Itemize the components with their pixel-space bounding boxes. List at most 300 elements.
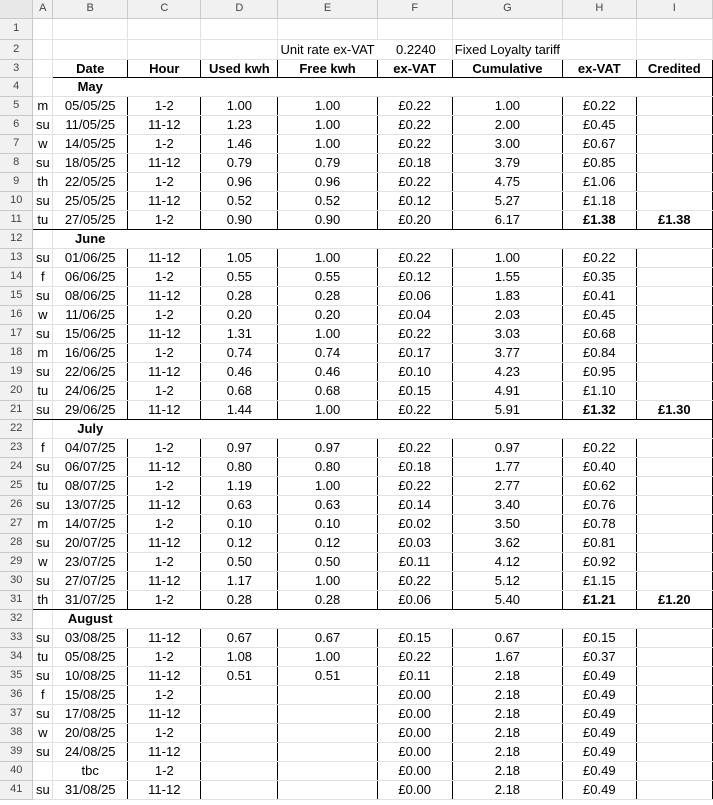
used-kwh-cell[interactable]: 0.20: [201, 305, 278, 324]
used-kwh-cell[interactable]: 0.28: [201, 286, 278, 305]
ex-vat-cell[interactable]: £0.15: [377, 628, 452, 647]
column-header-c[interactable]: C: [128, 0, 201, 18]
cell[interactable]: [452, 609, 562, 628]
date-cell[interactable]: 13/07/25: [53, 495, 128, 514]
date-cell[interactable]: 27/07/25: [53, 571, 128, 590]
unit-rate-label-cell[interactable]: [278, 39, 377, 59]
cumulative-cell[interactable]: 2.18: [452, 666, 562, 685]
credited-cell[interactable]: £1.30: [636, 400, 712, 419]
weekday-cell[interactable]: m: [33, 514, 53, 533]
date-cell[interactable]: 01/06/25: [53, 248, 128, 267]
cell[interactable]: [377, 229, 452, 248]
cumulative-cell[interactable]: 1.00: [452, 96, 562, 115]
weekday-cell[interactable]: su: [33, 191, 53, 210]
credited-cell[interactable]: [636, 115, 712, 134]
cumulative-ex-vat-cell[interactable]: £0.35: [563, 267, 637, 286]
credited-cell[interactable]: [636, 172, 712, 191]
cumulative-ex-vat-cell[interactable]: £0.49: [563, 780, 637, 799]
cumulative-ex-vat-cell[interactable]: £0.76: [563, 495, 637, 514]
cumulative-ex-vat-cell[interactable]: £0.37: [563, 647, 637, 666]
date-cell[interactable]: 23/07/25: [53, 552, 128, 571]
used-kwh-cell[interactable]: 1.00: [201, 96, 278, 115]
used-kwh-cell[interactable]: 0.28: [201, 590, 278, 609]
date-cell[interactable]: 05/05/25: [53, 96, 128, 115]
date-cell[interactable]: 18/05/25: [53, 153, 128, 172]
weekday-cell[interactable]: [33, 761, 53, 780]
ex-vat-cell[interactable]: £0.03: [377, 533, 452, 552]
used-kwh-cell[interactable]: 0.12: [201, 533, 278, 552]
free-kwh-cell[interactable]: 1.00: [278, 647, 377, 666]
ex-vat-cell[interactable]: £0.18: [377, 457, 452, 476]
credited-cell[interactable]: [636, 552, 712, 571]
credited-cell[interactable]: [636, 343, 712, 362]
date-cell[interactable]: 05/08/25: [53, 647, 128, 666]
cell[interactable]: [452, 18, 562, 39]
free-kwh-cell[interactable]: 0.20: [278, 305, 377, 324]
ex-vat-cell[interactable]: £0.02: [377, 514, 452, 533]
ex-vat-cell[interactable]: £0.22: [377, 134, 452, 153]
row-header[interactable]: 8: [0, 153, 33, 172]
hour-cell[interactable]: 11-12: [128, 400, 201, 419]
row-header[interactable]: 23: [0, 438, 33, 457]
free-kwh-cell[interactable]: 0.12: [278, 533, 377, 552]
cumulative-ex-vat-cell[interactable]: £0.22: [563, 248, 637, 267]
date-cell[interactable]: 22/05/25: [53, 172, 128, 191]
credited-cell[interactable]: [636, 438, 712, 457]
used-kwh-cell[interactable]: [201, 780, 278, 799]
used-kwh-cell[interactable]: 1.44: [201, 400, 278, 419]
cell[interactable]: [563, 609, 637, 628]
weekday-cell[interactable]: su: [33, 571, 53, 590]
row-header[interactable]: 15: [0, 286, 33, 305]
weekday-cell[interactable]: f: [33, 685, 53, 704]
hour-cell[interactable]: 1-2: [128, 647, 201, 666]
ex-vat-cell[interactable]: £0.00: [377, 780, 452, 799]
used-kwh-cell[interactable]: [201, 742, 278, 761]
row-header[interactable]: 4: [0, 77, 33, 96]
weekday-cell[interactable]: su: [33, 400, 53, 419]
date-cell[interactable]: 29/06/25: [53, 400, 128, 419]
row-header[interactable]: 20: [0, 381, 33, 400]
free-kwh-cell[interactable]: 0.97: [278, 438, 377, 457]
free-kwh-cell[interactable]: 0.28: [278, 590, 377, 609]
cell[interactable]: [452, 229, 562, 248]
unit-rate-value-cell[interactable]: [377, 39, 452, 59]
free-kwh-cell[interactable]: [278, 761, 377, 780]
date-cell[interactable]: 14/07/25: [53, 514, 128, 533]
used-kwh-cell[interactable]: 0.55: [201, 267, 278, 286]
credited-cell[interactable]: £1.38: [636, 210, 712, 229]
credited-cell[interactable]: [636, 362, 712, 381]
credited-cell[interactable]: [636, 495, 712, 514]
cumulative-cell[interactable]: 2.77: [452, 476, 562, 495]
cell[interactable]: [563, 77, 637, 96]
date-cell[interactable]: 08/06/25: [53, 286, 128, 305]
free-kwh-cell[interactable]: 0.74: [278, 343, 377, 362]
weekday-cell[interactable]: f: [33, 438, 53, 457]
hour-cell[interactable]: 11-12: [128, 666, 201, 685]
cell[interactable]: [563, 419, 637, 438]
cumulative-cell[interactable]: 0.97: [452, 438, 562, 457]
cell[interactable]: [278, 229, 377, 248]
header-cumulative-ex-vat[interactable]: ex-VAT: [563, 59, 637, 77]
weekday-cell[interactable]: th: [33, 590, 53, 609]
header-hour[interactable]: Hour: [128, 59, 201, 77]
cell[interactable]: [33, 609, 53, 628]
date-cell[interactable]: 11/05/25: [53, 115, 128, 134]
cumulative-cell[interactable]: 5.12: [452, 571, 562, 590]
cumulative-ex-vat-cell[interactable]: £0.45: [563, 305, 637, 324]
cumulative-cell[interactable]: 4.75: [452, 172, 562, 191]
cumulative-ex-vat-cell[interactable]: £0.49: [563, 704, 637, 723]
credited-cell[interactable]: [636, 780, 712, 799]
section-heading[interactable]: June: [53, 229, 128, 248]
hour-cell[interactable]: 1-2: [128, 210, 201, 229]
used-kwh-cell[interactable]: 0.97: [201, 438, 278, 457]
cumulative-ex-vat-cell[interactable]: £1.21: [563, 590, 637, 609]
cumulative-ex-vat-cell[interactable]: £1.32: [563, 400, 637, 419]
weekday-cell[interactable]: su: [33, 362, 53, 381]
ex-vat-cell[interactable]: £0.15: [377, 381, 452, 400]
hour-cell[interactable]: 11-12: [128, 248, 201, 267]
weekday-cell[interactable]: w: [33, 552, 53, 571]
credited-cell[interactable]: [636, 96, 712, 115]
weekday-cell[interactable]: m: [33, 343, 53, 362]
cell[interactable]: [128, 609, 201, 628]
used-kwh-cell[interactable]: 1.08: [201, 647, 278, 666]
cumulative-ex-vat-cell[interactable]: £1.18: [563, 191, 637, 210]
used-kwh-cell[interactable]: [201, 723, 278, 742]
free-kwh-cell[interactable]: [278, 704, 377, 723]
free-kwh-cell[interactable]: 0.52: [278, 191, 377, 210]
row-header[interactable]: 31: [0, 590, 33, 609]
cell[interactable]: [33, 59, 53, 77]
ex-vat-cell[interactable]: £0.17: [377, 343, 452, 362]
cell[interactable]: [201, 77, 278, 96]
cell[interactable]: [377, 18, 452, 39]
date-cell[interactable]: 24/06/25: [53, 381, 128, 400]
cell[interactable]: [53, 39, 128, 59]
ex-vat-cell[interactable]: £0.14: [377, 495, 452, 514]
weekday-cell[interactable]: m: [33, 96, 53, 115]
credited-cell[interactable]: [636, 153, 712, 172]
credited-cell[interactable]: [636, 267, 712, 286]
hour-cell[interactable]: 11-12: [128, 571, 201, 590]
header-free-kwh[interactable]: Free kwh: [278, 59, 377, 77]
free-kwh-cell[interactable]: 1.00: [278, 115, 377, 134]
hour-cell[interactable]: 11-12: [128, 191, 201, 210]
weekday-cell[interactable]: su: [33, 704, 53, 723]
row-header[interactable]: 18: [0, 343, 33, 362]
cumulative-cell[interactable]: 2.18: [452, 685, 562, 704]
row-header[interactable]: 5: [0, 96, 33, 115]
used-kwh-cell[interactable]: 0.51: [201, 666, 278, 685]
hour-cell[interactable]: 1-2: [128, 590, 201, 609]
used-kwh-cell[interactable]: 1.05: [201, 248, 278, 267]
row-header[interactable]: 10: [0, 191, 33, 210]
free-kwh-cell[interactable]: [278, 780, 377, 799]
credited-cell[interactable]: [636, 457, 712, 476]
cumulative-ex-vat-cell[interactable]: £0.49: [563, 723, 637, 742]
hour-cell[interactable]: 1-2: [128, 267, 201, 286]
date-cell[interactable]: 15/06/25: [53, 324, 128, 343]
cell[interactable]: [33, 77, 53, 96]
free-kwh-cell[interactable]: 1.00: [278, 400, 377, 419]
free-kwh-cell[interactable]: 0.79: [278, 153, 377, 172]
weekday-cell[interactable]: su: [33, 248, 53, 267]
credited-cell[interactable]: [636, 685, 712, 704]
cumulative-cell[interactable]: 4.12: [452, 552, 562, 571]
used-kwh-cell[interactable]: 0.68: [201, 381, 278, 400]
cell[interactable]: [201, 39, 278, 59]
cell[interactable]: [201, 609, 278, 628]
ex-vat-cell[interactable]: £0.06: [377, 286, 452, 305]
credited-cell[interactable]: [636, 381, 712, 400]
cumulative-ex-vat-cell[interactable]: £0.15: [563, 628, 637, 647]
credited-cell[interactable]: [636, 324, 712, 343]
row-header[interactable]: 9: [0, 172, 33, 191]
row-header[interactable]: 25: [0, 476, 33, 495]
used-kwh-cell[interactable]: 0.96: [201, 172, 278, 191]
date-cell[interactable]: 11/06/25: [53, 305, 128, 324]
cumulative-ex-vat-cell[interactable]: £0.68: [563, 324, 637, 343]
column-header-a[interactable]: A: [33, 0, 53, 18]
hour-cell[interactable]: 11-12: [128, 495, 201, 514]
hour-cell[interactable]: 1-2: [128, 381, 201, 400]
credited-cell[interactable]: [636, 134, 712, 153]
weekday-cell[interactable]: su: [33, 742, 53, 761]
cell[interactable]: [636, 609, 712, 628]
weekday-cell[interactable]: w: [33, 723, 53, 742]
header-used-kwh[interactable]: Used kwh: [201, 59, 278, 77]
hour-cell[interactable]: 11-12: [128, 324, 201, 343]
column-header-i[interactable]: I: [636, 0, 712, 18]
credited-cell[interactable]: £1.20: [636, 590, 712, 609]
credited-cell[interactable]: [636, 305, 712, 324]
row-header[interactable]: 40: [0, 761, 33, 780]
credited-cell[interactable]: [636, 704, 712, 723]
cumulative-cell[interactable]: 2.03: [452, 305, 562, 324]
header-credited[interactable]: Credited: [636, 59, 712, 77]
date-cell[interactable]: 08/07/25: [53, 476, 128, 495]
row-header[interactable]: 24: [0, 457, 33, 476]
cell[interactable]: [278, 18, 377, 39]
cumulative-cell[interactable]: 0.67: [452, 628, 562, 647]
row-header[interactable]: 19: [0, 362, 33, 381]
cell[interactable]: [278, 77, 377, 96]
weekday-cell[interactable]: tu: [33, 210, 53, 229]
weekday-cell[interactable]: w: [33, 305, 53, 324]
cumulative-cell[interactable]: 2.00: [452, 115, 562, 134]
free-kwh-cell[interactable]: 0.80: [278, 457, 377, 476]
ex-vat-cell[interactable]: £0.22: [377, 647, 452, 666]
credited-cell[interactable]: [636, 533, 712, 552]
ex-vat-cell[interactable]: £0.06: [377, 590, 452, 609]
cell[interactable]: [33, 18, 53, 39]
free-kwh-cell[interactable]: [278, 723, 377, 742]
cumulative-cell[interactable]: 3.00: [452, 134, 562, 153]
free-kwh-cell[interactable]: 0.68: [278, 381, 377, 400]
credited-cell[interactable]: [636, 666, 712, 685]
hour-cell[interactable]: 1-2: [128, 685, 201, 704]
cumulative-cell[interactable]: 3.79: [452, 153, 562, 172]
select-all-corner[interactable]: [0, 0, 33, 18]
row-header[interactable]: 41: [0, 780, 33, 799]
free-kwh-cell[interactable]: 0.55: [278, 267, 377, 286]
used-kwh-cell[interactable]: 0.50: [201, 552, 278, 571]
cumulative-cell[interactable]: 1.77: [452, 457, 562, 476]
cumulative-ex-vat-cell[interactable]: £0.49: [563, 666, 637, 685]
weekday-cell[interactable]: su: [33, 495, 53, 514]
row-header[interactable]: 17: [0, 324, 33, 343]
weekday-cell[interactable]: th: [33, 172, 53, 191]
used-kwh-cell[interactable]: 1.19: [201, 476, 278, 495]
used-kwh-cell[interactable]: 0.80: [201, 457, 278, 476]
date-cell[interactable]: 03/08/25: [53, 628, 128, 647]
section-heading[interactable]: May: [53, 77, 128, 96]
cell[interactable]: [563, 18, 637, 39]
credited-cell[interactable]: [636, 628, 712, 647]
free-kwh-cell[interactable]: 1.00: [278, 134, 377, 153]
cumulative-cell[interactable]: 5.27: [452, 191, 562, 210]
cumulative-cell[interactable]: 2.18: [452, 761, 562, 780]
cumulative-ex-vat-cell[interactable]: £0.22: [563, 438, 637, 457]
column-header-e[interactable]: E: [278, 0, 377, 18]
cumulative-ex-vat-cell[interactable]: £0.84: [563, 343, 637, 362]
date-cell[interactable]: 25/05/25: [53, 191, 128, 210]
hour-cell[interactable]: 1-2: [128, 343, 201, 362]
ex-vat-cell[interactable]: £0.22: [377, 324, 452, 343]
ex-vat-cell[interactable]: £0.22: [377, 438, 452, 457]
cumulative-cell[interactable]: 3.62: [452, 533, 562, 552]
used-kwh-cell[interactable]: 1.17: [201, 571, 278, 590]
ex-vat-cell[interactable]: £0.20: [377, 210, 452, 229]
row-header[interactable]: 14: [0, 267, 33, 286]
column-header-d[interactable]: D: [201, 0, 278, 18]
free-kwh-cell[interactable]: [278, 685, 377, 704]
credited-cell[interactable]: [636, 514, 712, 533]
date-cell[interactable]: 06/06/25: [53, 267, 128, 286]
cumulative-ex-vat-cell[interactable]: £0.49: [563, 761, 637, 780]
ex-vat-cell[interactable]: £0.04: [377, 305, 452, 324]
weekday-cell[interactable]: f: [33, 267, 53, 286]
row-header[interactable]: 38: [0, 723, 33, 742]
cumulative-ex-vat-cell[interactable]: £0.92: [563, 552, 637, 571]
hour-cell[interactable]: 11-12: [128, 742, 201, 761]
cell[interactable]: [636, 229, 712, 248]
row-header[interactable]: 27: [0, 514, 33, 533]
date-cell[interactable]: 27/05/25: [53, 210, 128, 229]
date-cell[interactable]: 20/08/25: [53, 723, 128, 742]
cell[interactable]: [33, 419, 53, 438]
row-header[interactable]: 35: [0, 666, 33, 685]
hour-cell[interactable]: 1-2: [128, 172, 201, 191]
cumulative-ex-vat-cell[interactable]: £0.78: [563, 514, 637, 533]
cumulative-cell[interactable]: 4.23: [452, 362, 562, 381]
row-header[interactable]: 1: [0, 18, 33, 39]
hour-cell[interactable]: 1-2: [128, 476, 201, 495]
header-cumulative[interactable]: Cumulative: [452, 59, 562, 77]
hour-cell[interactable]: 11-12: [128, 533, 201, 552]
weekday-cell[interactable]: su: [33, 533, 53, 552]
cumulative-ex-vat-cell[interactable]: £1.06: [563, 172, 637, 191]
used-kwh-cell[interactable]: 0.67: [201, 628, 278, 647]
hour-cell[interactable]: 1-2: [128, 761, 201, 780]
date-cell[interactable]: 15/08/25: [53, 685, 128, 704]
cumulative-ex-vat-cell[interactable]: £0.85: [563, 153, 637, 172]
column-header-g[interactable]: G: [452, 0, 562, 18]
date-cell[interactable]: 16/06/25: [53, 343, 128, 362]
row-header[interactable]: 6: [0, 115, 33, 134]
cumulative-cell[interactable]: 2.18: [452, 723, 562, 742]
hour-cell[interactable]: 11-12: [128, 153, 201, 172]
cumulative-cell[interactable]: 2.18: [452, 742, 562, 761]
hour-cell[interactable]: 11-12: [128, 628, 201, 647]
row-header[interactable]: 36: [0, 685, 33, 704]
hour-cell[interactable]: 1-2: [128, 438, 201, 457]
cumulative-ex-vat-cell[interactable]: £1.15: [563, 571, 637, 590]
ex-vat-cell[interactable]: £0.00: [377, 761, 452, 780]
free-kwh-cell[interactable]: [278, 742, 377, 761]
free-kwh-cell[interactable]: 1.00: [278, 571, 377, 590]
row-header[interactable]: 3: [0, 59, 33, 77]
weekday-cell[interactable]: su: [33, 324, 53, 343]
used-kwh-cell[interactable]: 0.46: [201, 362, 278, 381]
row-header[interactable]: 7: [0, 134, 33, 153]
cell[interactable]: [452, 419, 562, 438]
cell[interactable]: [636, 419, 712, 438]
header-date[interactable]: Date: [53, 59, 128, 77]
row-header[interactable]: 13: [0, 248, 33, 267]
row-header[interactable]: 30: [0, 571, 33, 590]
hour-cell[interactable]: 11-12: [128, 704, 201, 723]
date-cell[interactable]: 31/07/25: [53, 590, 128, 609]
hour-cell[interactable]: 1-2: [128, 552, 201, 571]
cell[interactable]: [278, 609, 377, 628]
ex-vat-cell[interactable]: £0.22: [377, 400, 452, 419]
used-kwh-cell[interactable]: 0.74: [201, 343, 278, 362]
row-header[interactable]: 16: [0, 305, 33, 324]
free-kwh-cell[interactable]: 0.63: [278, 495, 377, 514]
row-header[interactable]: 37: [0, 704, 33, 723]
hour-cell[interactable]: 11-12: [128, 286, 201, 305]
ex-vat-cell[interactable]: £0.18: [377, 153, 452, 172]
cumulative-ex-vat-cell[interactable]: £1.38: [563, 210, 637, 229]
row-header[interactable]: 11: [0, 210, 33, 229]
cumulative-cell[interactable]: 5.91: [452, 400, 562, 419]
free-kwh-cell[interactable]: 0.51: [278, 666, 377, 685]
used-kwh-cell[interactable]: [201, 761, 278, 780]
cumulative-ex-vat-cell[interactable]: £0.81: [563, 533, 637, 552]
credited-cell[interactable]: [636, 248, 712, 267]
row-header[interactable]: 21: [0, 400, 33, 419]
date-cell[interactable]: 17/08/25: [53, 704, 128, 723]
row-header[interactable]: 39: [0, 742, 33, 761]
used-kwh-cell[interactable]: 0.52: [201, 191, 278, 210]
ex-vat-cell[interactable]: £0.11: [377, 666, 452, 685]
free-kwh-cell[interactable]: 0.90: [278, 210, 377, 229]
cell[interactable]: [128, 18, 201, 39]
cell[interactable]: [53, 18, 128, 39]
used-kwh-cell[interactable]: 0.10: [201, 514, 278, 533]
cumulative-cell[interactable]: 3.03: [452, 324, 562, 343]
date-cell[interactable]: 06/07/25: [53, 457, 128, 476]
cumulative-ex-vat-cell[interactable]: £0.22: [563, 96, 637, 115]
cell[interactable]: [636, 39, 712, 59]
date-cell[interactable]: 20/07/25: [53, 533, 128, 552]
row-header[interactable]: 22: [0, 419, 33, 438]
row-header[interactable]: 34: [0, 647, 33, 666]
